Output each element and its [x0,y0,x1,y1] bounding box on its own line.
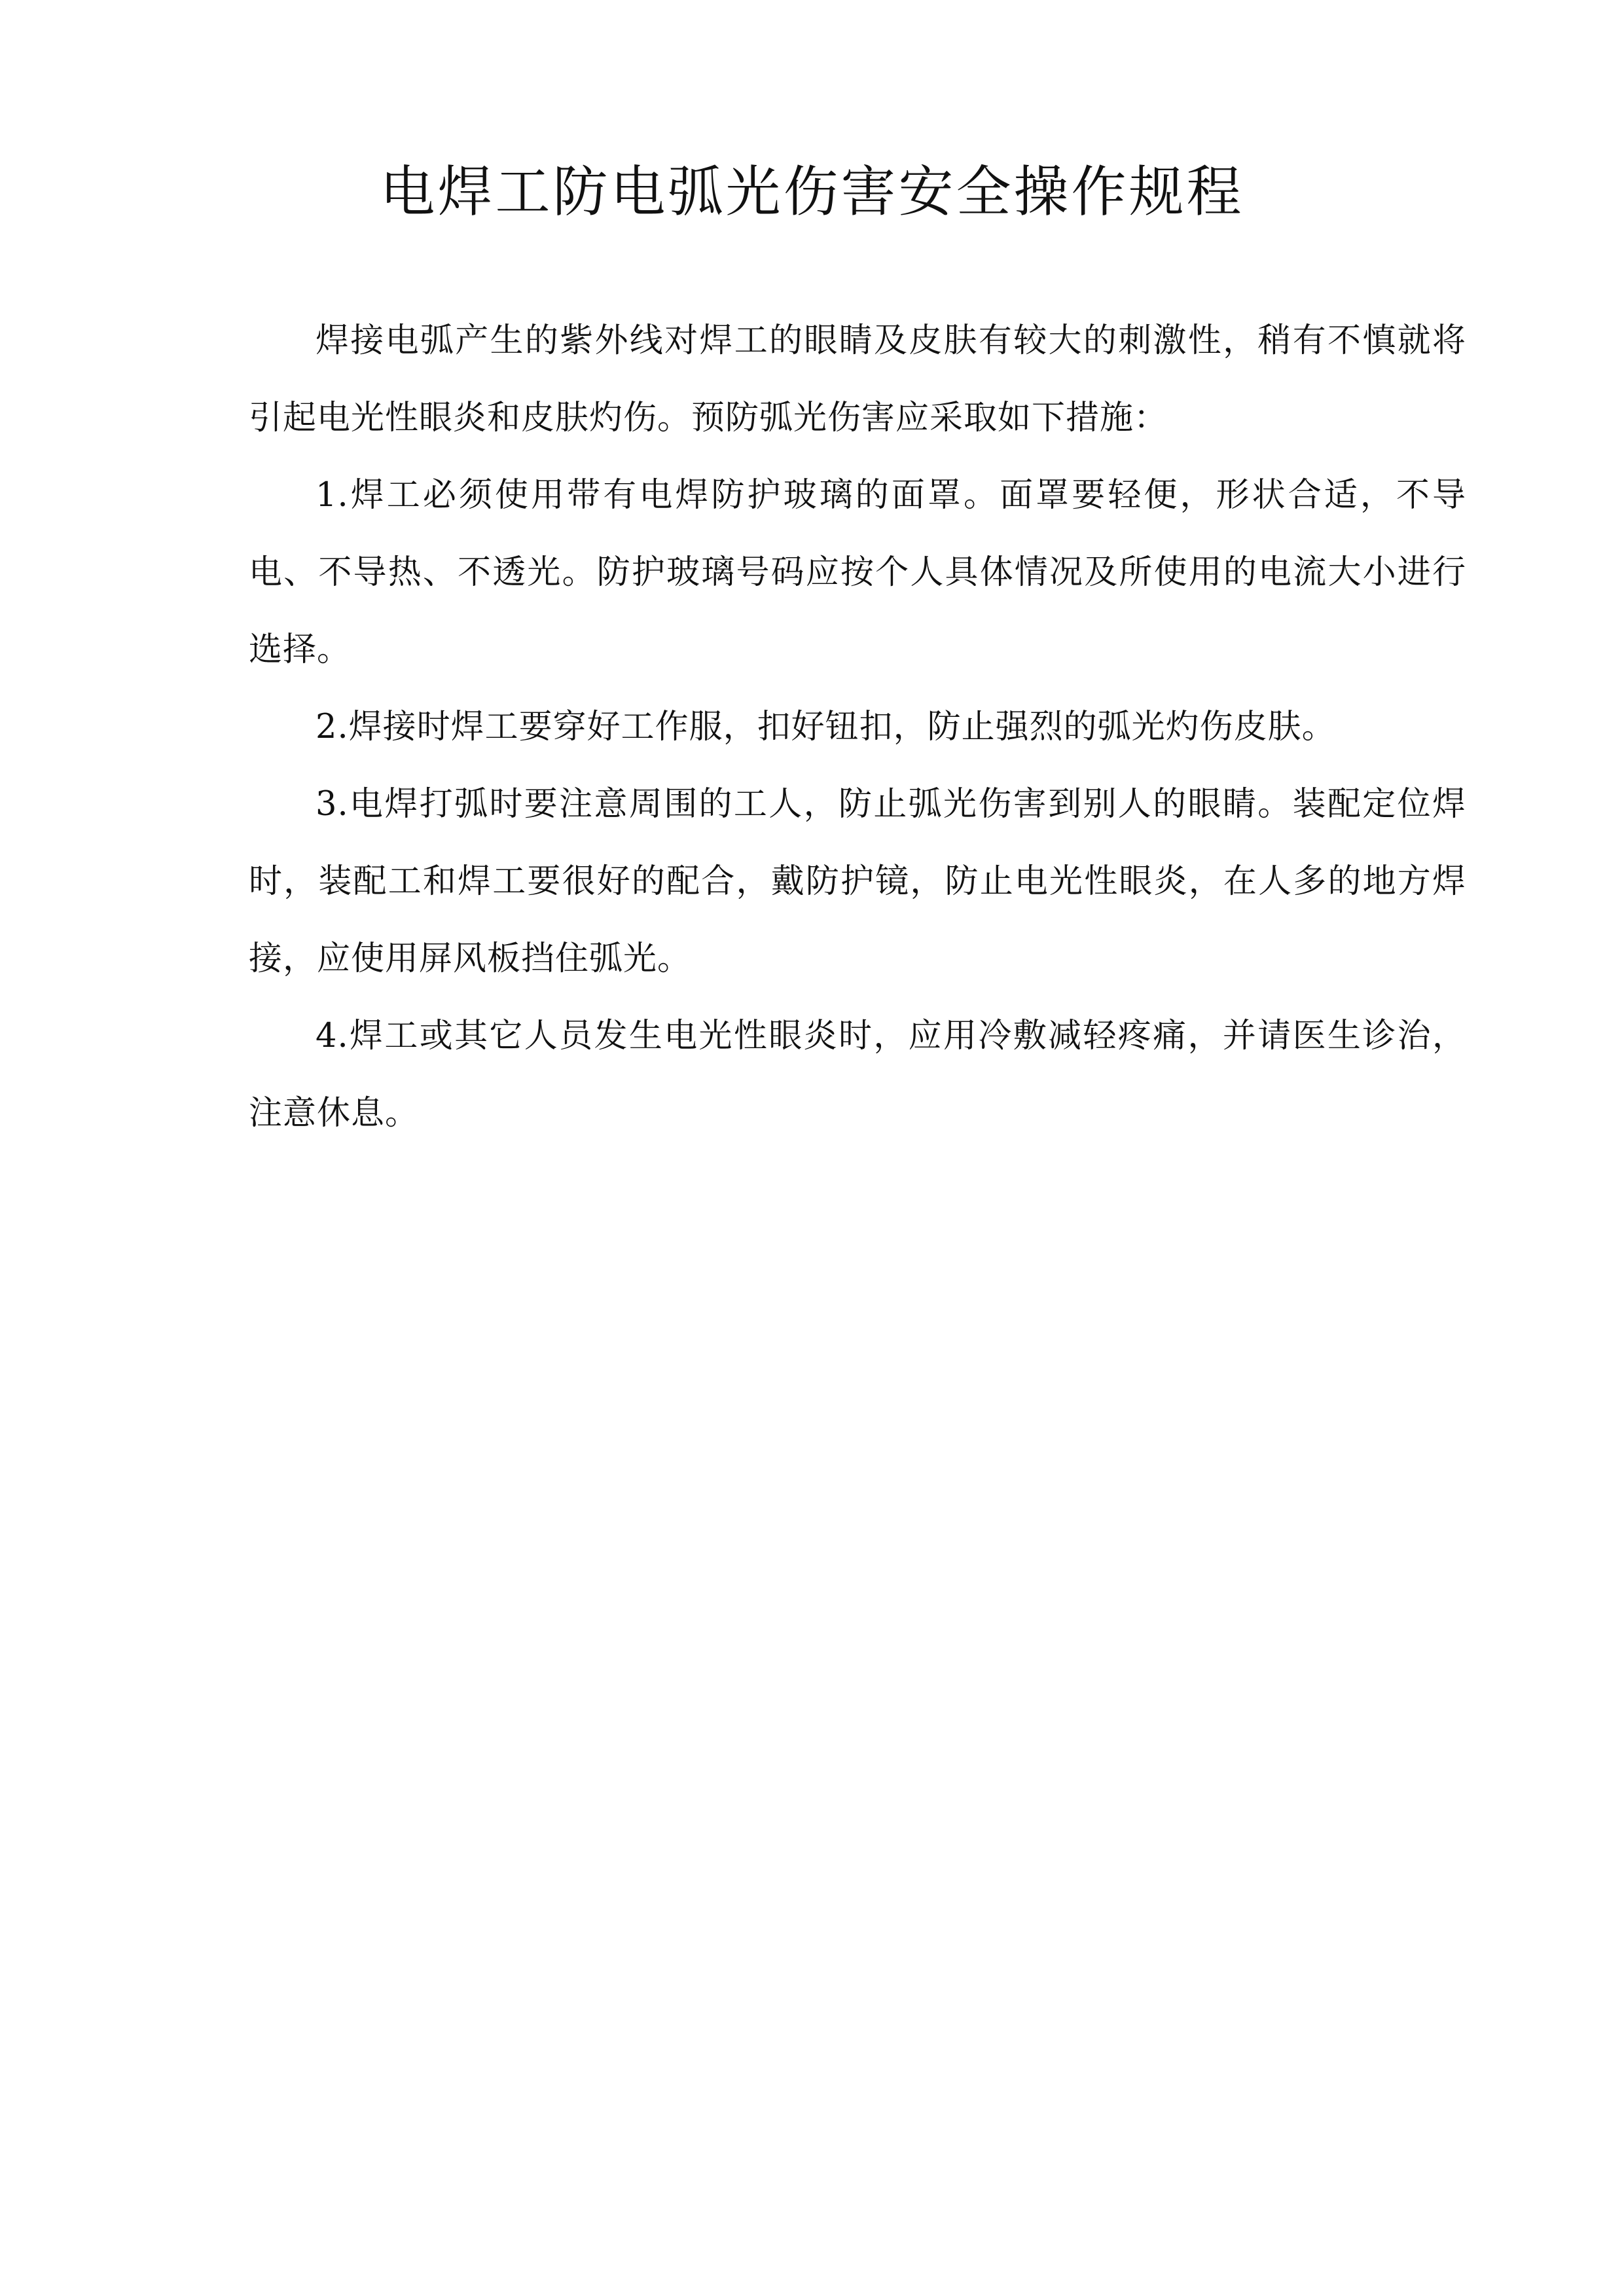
page-title: 电焊工防电弧光伤害安全操作规程 [380,160,1244,224]
measure-4-paragraph: 4.焊工或其它人员发生电光性眼炎时，应用冷敷减轻疼痛，并请医生诊治， 注意休息。 [249,1017,1466,1133]
measure-1-paragraph: 1.焊工必须使用带有电焊防护玻璃的面罩。面罩要轻便，形状合适，不导电、不导热、不透光。防护玻璃号码应按个人具体情况及所使用的电流大小进行选择。 [249,476,1466,669]
measure-3-paragraph: 3.电焊打弧时要注意周围的工人，防止弧光伤害到别人的眼睛。装配定位焊 时，装配工和焊工要很好的配合，戴防护镜，防止电光性眼炎，在人多的地方焊 接，应使用屏风板挡住弧光。 [249,785,1466,978]
document-body [249,302,1466,1152]
measure-2-paragraph: 2.焊接时焊工要穿好工作服，扣好钮扣，防止强烈的弧光灼伤皮肤。 [316,708,1336,746]
intro-paragraph: 焊接电弧产生的紫外线对焊工的眼睛及皮肤有较大的刺激性，稍有不慎就将 引起电光性眼炎和皮肤灼伤。预防弧光伤害应采取如下措施： [249,321,1466,437]
